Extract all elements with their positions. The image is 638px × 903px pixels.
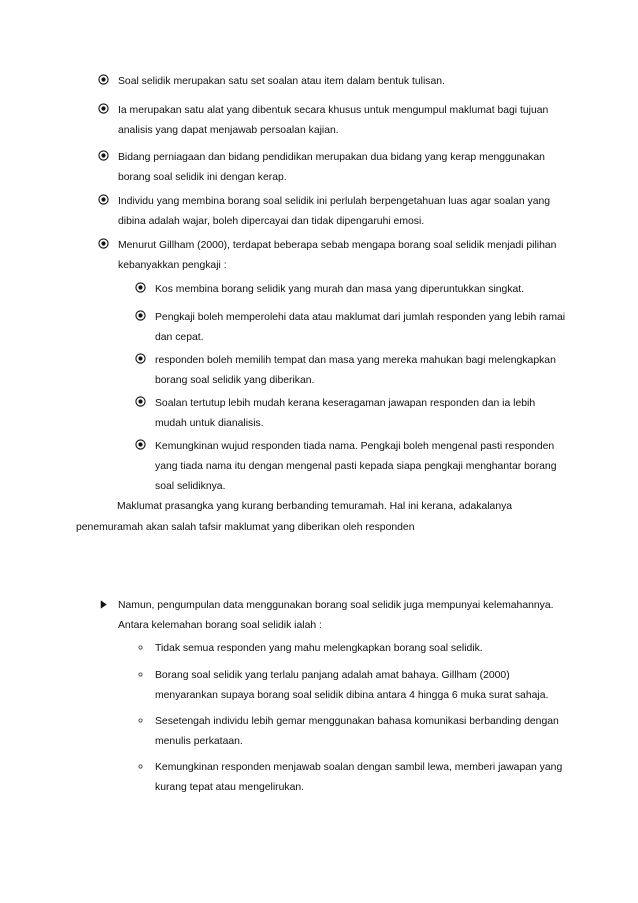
bullet-text: Menurut Gillham (2000), terdapat beberapa sebab mengapa borang soal selidik menjadi pilihan kebanyakkan pengkaji : [118, 240, 557, 271]
target-bullet-icon [133, 351, 147, 371]
small-circle-bullet-icon [133, 758, 147, 778]
sub-bullet-text: Kos membina borang selidik yang murah dan masa yang diperuntukkan singkat. [155, 284, 525, 295]
bullet-text: Bidang perniagaan dan bidang pendidikan merupakan dua bidang yang kerap menggunakan borang soal selidik ini dengan kerap. [118, 152, 545, 183]
target-bullet-icon [96, 192, 110, 212]
sub-bullet-text: Pengkaji boleh memperolehi data atau maklumat dari jumlah responden yang lebih ramai dan cepat. [155, 312, 566, 343]
sub-bullet-text: Kemungkinan responden menjawab soalan dengan sambil lewa, memberi jawapan yang kurang tepat atau mengelirukan. [155, 762, 563, 793]
target-bullet-icon [96, 101, 110, 121]
small-circle-bullet-icon [133, 712, 147, 732]
sub-bullet-text: Soalan tertutup lebih mudah kerana keseragaman jawapan responden dan ia lebih mudah untuk dianalisis. [155, 398, 536, 429]
target-bullet-icon [133, 437, 147, 457]
sub-bullet-text: Kemungkinan wujud responden tiada nama. Pengkaji boleh mengenal pasti responden yang tiada nama itu dengan mengenal pasti kepada siapa pengkaji menghantar borang soal selidiknya. [155, 441, 557, 492]
sub-bullet-text: Borang soal selidik yang terlalu panjang adalah amat bahaya. Gillham (2000) menyarankan supaya borang soal selidik dibina antara 4 hingga 6 muka surat sahaja. [155, 670, 549, 701]
bullet-text: Individu yang membina borang soal selidik ini perlulah berpengetahuan luas agar soalan yang dibina adalah wajar, boleh dipercayai dan tidak dipengaruhi emosi. [118, 196, 551, 227]
paragraph-line-1: Maklumat prasangka yang kurang berbanding temuramah. Hal ini kerana, adakalanya [117, 501, 513, 512]
small-circle-bullet-icon [133, 639, 147, 659]
sub-bullet-text: Sesetengah individu lebih gemar menggunakan bahasa komunikasi berbanding dengan menulis perkataan. [155, 716, 559, 747]
paragraph-line-2: penemuramah akan salah tafsir maklumat yang diberikan oleh responden [76, 522, 415, 533]
target-bullet-icon [133, 280, 147, 300]
sub-bullet-text: Tidak semua responden yang mahu melengkapkan borang soal selidik. [155, 643, 483, 654]
triangle-bullet-icon [96, 596, 110, 616]
sub-bullet-text: responden boleh memilih tempat dan masa yang mereka mahukan bagi melengkapkan borang soal selidik yang diberikan. [155, 355, 556, 386]
target-bullet-icon [133, 308, 147, 328]
target-bullet-icon [133, 394, 147, 414]
bullet-text: Soal selidik merupakan satu set soalan atau item dalam bentuk tulisan. [118, 76, 445, 87]
bullet-text: Namun, pengumpulan data menggunakan borang soal selidik juga mempunyai kelemahannya. Antara kelemahan borang soal selidik ialah : [118, 600, 554, 631]
target-bullet-icon [96, 148, 110, 168]
target-bullet-icon [96, 236, 110, 256]
small-circle-bullet-icon [133, 666, 147, 686]
target-bullet-icon [96, 72, 110, 92]
bullet-text: Ia merupakan satu alat yang dibentuk secara khusus untuk mengumpul maklumat bagi tujuan analisis yang dapat menjawab persoalan kajian. [118, 105, 549, 136]
